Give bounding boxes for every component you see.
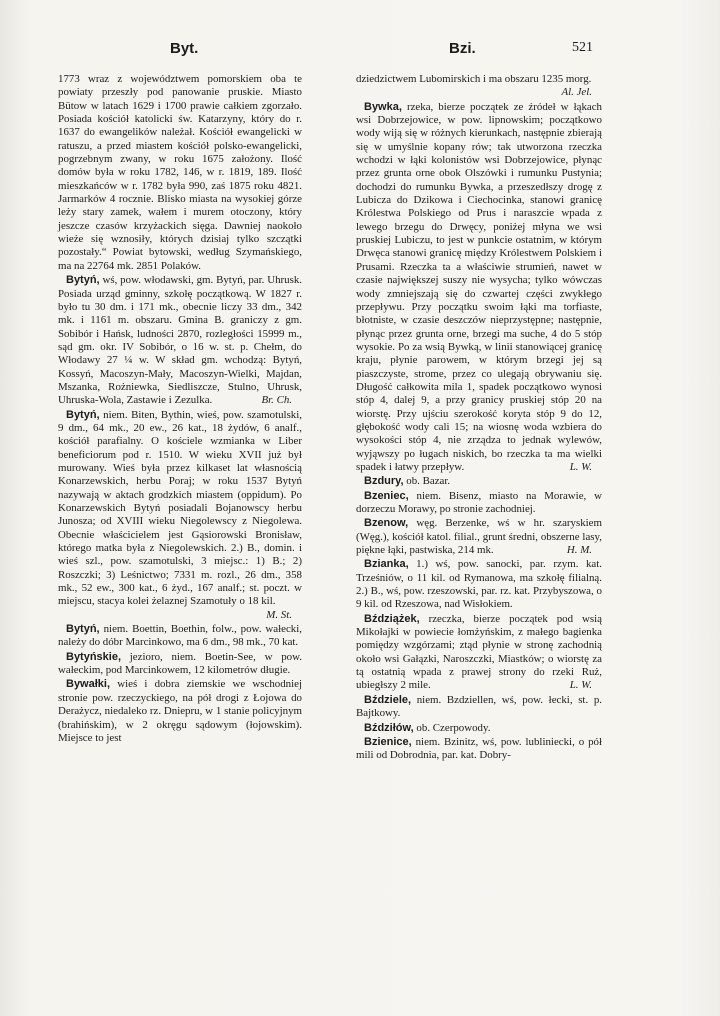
entry-headword: Bzeniec, [364, 489, 409, 502]
dictionary-entry [58, 274, 302, 407]
entry-headword: Bzianka, [364, 558, 409, 571]
running-head-middle: Bzi. [449, 40, 476, 57]
entry-text: ob. Bazar. [403, 475, 451, 488]
author-signature: H. M. [566, 544, 592, 557]
entry-continuation [58, 73, 302, 273]
dictionary-entry [356, 490, 602, 517]
entry-text: wieś i dobra ziemskie we wschodniej stronie pow. rzeczyckiego, na pół drogi z Łojowa do Derażycz, niedaleko rz. Dniepru, w 1 stanie policyjnym (brahińskim), w 2 okręgu sądowym (łojowskim). Miejsce to jest [58, 678, 302, 744]
dictionary-entry [356, 613, 602, 693]
entry-text: jezioro, niem. Boetin-See, w pow. wałeckim, pod Marcinkowem, 12 kilometrów długie. [58, 650, 302, 677]
author-signature: L. W. [569, 679, 592, 692]
dictionary-entry [356, 736, 602, 763]
entry-text: niem. Boettin, Boethin, folw., pow. wałecki, należy do dóbr Marcinkowo, ma 6 dm., 98 mk., 70 kat. [58, 623, 302, 649]
author-signature: Br. Ch. [261, 394, 292, 407]
right-column [356, 73, 602, 763]
dictionary-entry [356, 694, 602, 721]
entry-headword: Bździążek, [364, 612, 420, 625]
entry-text: rzeczka, bierze początek pod wsią Mikołajki w powiecie łomżyńskim, z małego bagienka pomiędzy wzgórzami; ztąd płynie w stronę zachodnią około wsi Gałązki, Naroszczki, Miastków; o wiorstę za tą ostatnią wpada z prawej strony do rzeki Ruż, ubiegłszy 2 mile. [356, 612, 602, 692]
entry-headword: Bywałki, [66, 678, 111, 691]
author-signature: M. St. [266, 608, 292, 621]
entry-headword: Bździłów, [364, 721, 414, 734]
dictionary-entry [356, 101, 602, 475]
author-signature: Al. Jel. [561, 86, 592, 99]
entry-headword: Bytyń, [66, 408, 100, 421]
entry-text: dziedzictwem Lubomirskich i ma obszaru 1235 morg. [356, 73, 592, 85]
entry-text: ob. Czerpowody. [413, 721, 491, 734]
dictionary-entry [58, 409, 302, 623]
dictionary-entry [58, 623, 302, 650]
entry-headword: Bzdury, [364, 475, 404, 488]
entry-text: 1.) wś, pow. sanocki, par. rzym. kat. Trześniów, o 11 kil. od Rymanowa, ma szkołę filialną. 2.) B., wś, pow. rzeszowski, par. rz. kat. Przybyszowa, o 9 kil. od Rzeszowa, nad Wisłokiem. [356, 558, 602, 611]
page-number: 521 [572, 40, 593, 55]
entry-text: niem. Bzdziellen, wś, pow. łecki, st. p. Bajtkowy. [356, 693, 602, 720]
dictionary-entry [356, 517, 602, 557]
entry-text: wś, pow. włodawski, gm. Bytyń, par. Uhrusk. Posiada urząd gminny, szkołę początkową. W 1827 r. było tu 30 dm. i 171 mk., obecnie liczy 33 dm., 342 mk. i 1161 m. obszaru. Gmina B. graniczy z gm. Sobibór i Hańsk, ludności 2870, rozległości 15999 m., sąd gm. okr. IV Sobibór, o 16 w. st. p. Chełm, do Włodawy 27 ¼ w. W skład gm. wchodzą: Bytyń, Kossyń, Macoszyn-Mały, Macoszyn-Wielki, Majdan, Mszanka, Rożniewka, Siedliszcze, Stulno, Uhrusk, Uhruska-Wola, Zastawie i Zezulka. [58, 274, 302, 407]
author-signature: L. W. [569, 460, 592, 473]
entry-text: węg. Berzenke, wś w hr. szaryskiem (Węg.), kościół katol. filial., grunt średni, obszerne lasy, piękne łąki, pastwiska, 214 mk. [356, 517, 602, 557]
entry-headword: Bytyń, [66, 623, 100, 636]
dictionary-entry [58, 678, 302, 745]
entry-continuation [356, 73, 602, 100]
dictionary-entry [58, 651, 302, 678]
dictionary-entry [356, 722, 602, 735]
entry-headword: Bywka, [364, 100, 402, 113]
entry-text: niem. Bzinitz, wś, pow. lubliniecki, o pół mili od Dobrodnia, par. kat. Dobry- [356, 735, 602, 762]
entry-headword: Bzenow, [364, 517, 409, 530]
running-head-left: Byt. [170, 40, 199, 57]
entry-headword: Bździele, [364, 693, 412, 706]
entry-text: niem. Bisenz, miasto na Morawie, w dorzeczu Morawy, po stronie zachodniej. [356, 489, 602, 515]
dictionary-entry [356, 558, 602, 611]
entry-text: niem. Biten, Bythin, wieś, pow. szamotulski, 9 dm., 64 mk., 20 ew., 26 kat., 18 żydów, 6 analf., kościół parafialny. O kościele wzmianka w Liber beneficiorum pod r. 1510. W wieku XVII już był murowany. Wieś była przez kilkaset lat własnością Konarzewskich, herbu Poraj; w roku 1537 Bytyń nazywają w aktach grodzkich miastem (oppidum). Po Konarzewskich Bytyń posiadali Bojanowscy herbu Junosza; od XVIII wieku Niegolewscy z Niegolewa. Obecnie właścicielem jest Gąsiorowski Bronisław, którego matka była z Niegolewskich. 2.) B., domin. i wieś szl., pow. szamotulski, 3 miejsc.: 1) B.; 2) Roszczki; 3) Leśnictwo; 7331 m. rozl., 26 dm., 358 mk., 52 ew., 300 kat., 6 żyd., 167 analf.; st. poczt. w miejscu, stacya kolei żelaznej Szamotuły o 18 kil. [58, 408, 302, 608]
entry-text: rzeka, bierze początek ze źródeł w łąkach wsi Dobrzejowice, w pow. lipnowskim; początkowo wody wiją się w różnych kierunkach, następnie zbierają się w umyślnie kopany rów; tak utworzona rzeczka wchodzi w łąki kolonistów wsi Dobrzejowice, płynąc przez grunta orne obok Olszówki i rumunku Pustynia; dochodzi do rumunku Bywka, a przeszedłszy drogę z Lubicza do Dzikowa i Ciechocinka, stanowi granicę Królestwa Polskiego od Prus i naraszcie wpada z lewego brzegu do Drwęcy, poniżej młyna we wsi pruskiej Lubiczu, to jest w punkcie ostatnim, w którym Drwęca stanowi granicę między Królestwem Polskiem i Prusami. Rzeczka ta a właściwie strumień, nawet w czasie największej suszy nie wysycha; tylko wówczas wody zmniejszają się do czwartej części zwykłego przepływu. Przy początku swoim łąki ma torfiaste, błotniste, w czasie deszczów nieprzystępne; następnie, płynąc przez grunta orne, brzegi ma suche, 4 do 5 stóp wysokie. Po za wsią Bywką, w linii stanowiącej granicę kraju, płynie parowem, w którym brzegi jej są piaszczyste, strome, przez co ulegają obrywaniu się. Długość całkowita mila 1, spadek początkowo wynosi stóp 4, dalej 9, a przy granicy pruskiej stóp 20 na wiorstę. Przy ujściu szerokość koryta stóp 9 do 12, głębokość wody cali 15; na wiosnę woda wzbiera do wysokości stóp 4, nie zrządza to jednak wylewów, wyjąwszy po ługach niskich, bo rzeczka ta ma wielki spadek i łatwy przepływ. [356, 100, 602, 473]
dictionary-entry [356, 475, 602, 488]
left-column [58, 73, 302, 745]
entry-headword: Bytyń, [66, 274, 100, 287]
entry-headword: Bzienice, [364, 735, 412, 748]
entry-text: 1773 wraz z województwem pomorskiem oba te powiaty przeszły pod panowanie pruskie. Miasto Bütow w latach 1629 i 1700 prawie całkiem zgorzało. Posiada kościół katolicki św. Katarzyny, który do r. 1637 do ewangelików należał. Kościół ewangelicki w ratuszu, a przed miastem kościół polsko-ewangelicki, pogrzebnym zwany, w roku 1675 założony. Ilość domów była w roku 1782, 146, w r. 1819, 189. Ilość mieszkańców w r. 1782 była 990, zaś 1875 roku 4821. Jarmarków 4 rocznie. Blisko miasta na wysokiej górze leży stary zamek, wałem i murem otoczony, który jeszcze czasów krzyżackich sięga. Dawniej naokoło wieże się wznosiły, których dzisiaj tylko szczątki pozostały.“ Powiat bytowski, według Szymańskiego, ma na 22764 mk. 2851 Polaków. [58, 73, 302, 272]
entry-headword: Bytyńskie, [66, 650, 122, 663]
